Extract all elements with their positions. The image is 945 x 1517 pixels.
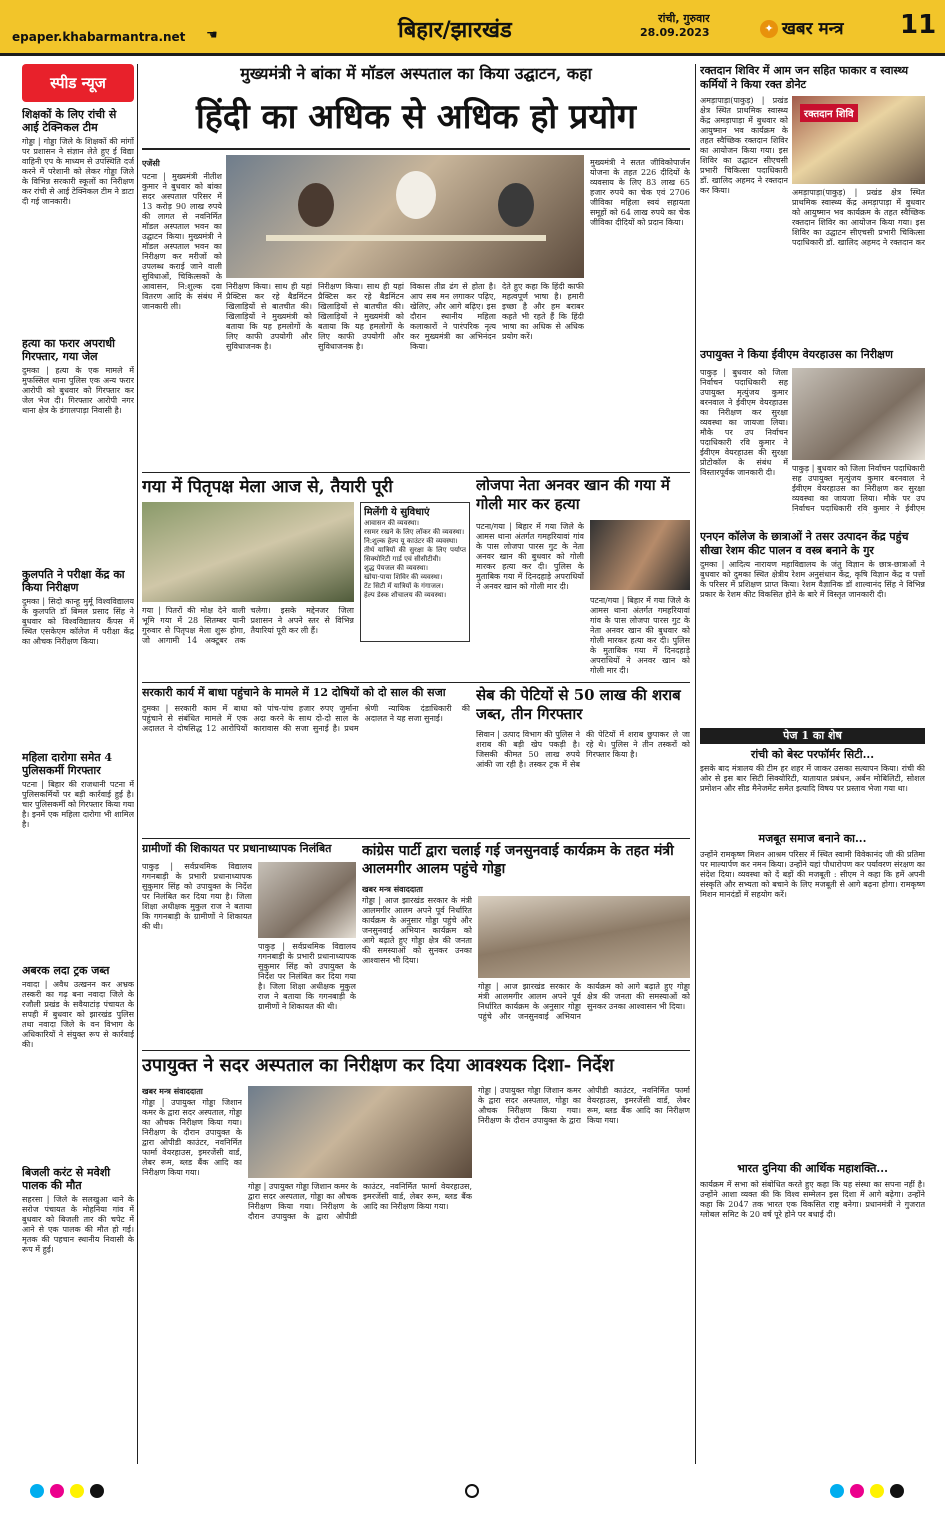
brief-body-5: नवादा | अवैध उत्खनन कर अभ्रक तस्करी का गढ़ बना नवादा जिले के रजौली प्रखंड के सवैयाटांड़ पंचायत के सपही में बुधवार को झारखंड पुलिस तथा नवादा जिले के वन विभाग के अधिकारियों ने संयुक्त रूप से कार्रवाई की। [22, 980, 134, 1049]
magenta-mark-icon [50, 1484, 64, 1498]
black-mark-icon [90, 1484, 104, 1498]
issue-date: 28.09.2023 [640, 26, 710, 39]
brief-title-1: शिक्षकों के लिए रांची से आई टेक्निकल टीम [22, 108, 117, 134]
lead-kicker: मुख्यमंत्री ने बांका में मॉडल अस्पताल का किया उद्घाटन, कहा [240, 64, 592, 83]
facilities-box [360, 502, 470, 642]
brief-title-5: अबरक लदा ट्रक जब्त [22, 964, 110, 977]
print-registration-strip [0, 1474, 945, 1517]
speed-news-column [22, 64, 134, 1464]
lead-body-4: देते हुए कहा कि हिंदी काफी महत्वपूर्ण भाषा है। हमारी इच्छा है और हम बराबर कहते भी रहते हैं कि हिंदी भाषा का अधिक से अधिक प्रयोग करें। [502, 282, 584, 341]
lead-body-2: निरीक्षण किया। साथ ही यहां प्रैक्टिस कर रहे बैडमिंटन खिलाड़ियों से बातचीत की। खिलाड़ियों ने मुख्यमंत्री को बताया कि यह हमलोगों के लिए काफी उपयोगी और सुविधाजनक है। [226, 282, 312, 351]
section-rule [142, 472, 690, 473]
facility-item: रसमर रखने के लिए लॉकर की व्यवस्था। [364, 528, 465, 536]
congress-headline: कांग्रेस पार्टी द्वारा चलाई गई जनसुनवाई कार्यक्रम के तहत मंत्री आलमगीर आलम पहुंचे गोड्डा [362, 843, 674, 877]
brief-title-4: महिला दारोगा समेत 4 पुलिसकर्मी गिरफ्तार [22, 751, 113, 777]
yellow-mark-icon [870, 1484, 884, 1498]
black-mark-icon [890, 1484, 904, 1498]
inspect-byline: खबर मन्त्र संवाददाता [142, 1086, 203, 1096]
congress-body-2: गोड्डा | आज झारखंड सरकार के मंत्री आलमगीर आलम अपने पूर्व निर्धारित कार्यक्रम के अनुसार गोड्डा पहुंचे और जनसुनवाई अभियान कार्यक्रम को आगे बढ़ाते हुए गोड्डा क्षेत्र की जनता की समस्याओं को सुनकर उनका आश्वासन भी दिया। [478, 982, 690, 1021]
silk-headline: एनएन कॉलेज के छात्राओं ने तसर उत्पादन केंद्र पहुंच सीखा रेशम कीट पालन व वस्त्र बनाने के गुर [700, 530, 909, 557]
column-divider [137, 64, 138, 1464]
ljp-headline: लोजपा नेता अनवर खान की गया में गोली मार कर हत्या [476, 476, 670, 513]
hm-body-2: पाकुड़ | सर्वप्रथमिक विद्यालय गगनबाड़ी के प्रभारी प्रधानाध्यापक सुकुमार सिंह को उपायुक्त के निर्देश पर निलंबित कर दिया गया है। जिला शिक्षा अधीक्षक मुकुल राज ने बताया कि गगनबाड़ी के ग्रामीणों ने शिकायत की थी। [258, 942, 356, 1011]
lead-headline: हिंदी का अधिक से अधिक हो प्रयोग [195, 97, 637, 137]
page-one-continued-label: पेज 1 का शेष [700, 728, 925, 744]
evm-headline: उपायुक्त ने किया ईवीएम वेयरहाउस का निरीक्षण [700, 348, 893, 361]
jump-title-3: भारत दुनिया की आर्थिक महाशक्ति... [737, 1162, 888, 1175]
jump-title-1: रांची को बेस्ट परफॉर्मर सिटी... [750, 748, 875, 761]
lead-photo-figure [226, 155, 584, 278]
section-rule [142, 682, 690, 683]
blood-photo [792, 96, 925, 184]
brand-name: खबर मन्त्र [782, 19, 844, 39]
yellow-mark-icon [70, 1484, 84, 1498]
inspect-body: गोड्डा | उपायुक्त गोड्डा जिशान कमर के द्वारा सदर अस्पताल, गोड्डा का औचक निरीक्षण किया गया। निरीक्षण के दौरान उपायुक्त के द्वारा ओपीडी काउंटर, नवनिर्मित फार्मा वेयरहाउस, इमरजेंसी वार्ड, लेबर रूम, ब्लड बैंक आदि का निरीक्षण किया गया। [142, 1098, 242, 1177]
hm-body: पाकुड़ | सर्वप्रथमिक विद्यालय गगनबाड़ी के प्रभारी प्रधानाध्यापक सुकुमार सिंह को उपायुक्त के निर्देश पर निलंबित कर दिया गया है। जिला शिक्षा अधीक्षक मुकुल राज ने बताया कि गगनबाड़ी के ग्रामीणों ने शिकायत की थी। [142, 862, 252, 931]
blood-body: अमड़ापाड़ा(पाकुड़) | प्रखंड क्षेत्र स्थित प्राथमिक स्वास्थ्य केंद्र अमड़ापाड़ा में बुधवार को आयुष्मान भव कार्यक्रम के तहत स्वैच्छिक रक्तदान शिविर का आयोजन किया गया। इस शिविर का उद्घाटन सीएचसी प्रभारी चिकित्सा पदाधिकारी डॉ. खालिद अहमद ने रक्तदान कर किया। [700, 96, 788, 195]
liquor-headline: सेब की पेटियों से 50 लाख की शराब जब्त, तीन गिरफ्तार [476, 686, 681, 723]
brief-body-1: गोड्डा | गोड्डा जिले के शिक्षकों की मांगों पर प्रशासन ने संज्ञान लेते हुए ई विद्या वाहिनी एप के माध्यम से उपस्थिति दर्ज करने में परेशानी को लेकर गोड्डा जिले के विभिन्न सरकारी स्कूलों का निरीक्षण कर रांची से आई टेक्निकल टीम ने डाटा दी गई जानकारी। [22, 137, 134, 206]
column-divider [695, 64, 696, 1464]
evm-body-2: पाकुड़ | बुधवार को जिला निर्वाचन पदाधिकारी सह उपायुक्त मृत्युंजय कुमार बरनवाल ने ईवीएम वेयरहाउस का निरीक्षण कर सुरक्षा व्यवस्था का जायजा लिया। मौके पर उप निर्वाचन पदाधिकारी रवि कुमार ने ईवीएम [792, 464, 925, 513]
cyan-mark-icon [30, 1484, 44, 1498]
facility-item: खोया-पाया शिविर की व्यवस्था। [364, 573, 443, 581]
liquor-body: सिवान | उत्पाद विभाग की पुलिस ने शराब की बड़ी खेप पकड़ी है। जिसकी कीमत 50 लाख रुपये आंकी जा रही है। तस्कर ट्रक में सेब की पेटियों में शराब छुपाकर ले जा रहे थे। पुलिस ने तीन तस्करों को गिरफ्तार किया है। [476, 730, 690, 769]
brief-body-2: दुमका | हत्या के एक मामले में मुफस्सिल थाना पुलिस एक अन्य फरार आरोपी को बुधवार को गिरफ्तार कर जेल भेज दी। गिरफ्तार आरोपी नगर थाना क्षेत्र के डंगालपाड़ा निवासी है। [22, 366, 134, 415]
pitru-headline: गया में पितृपक्ष मेला आज से, तैयारी पूरी [142, 477, 393, 497]
inspect-body-3: गोड्डा | उपायुक्त गोड्डा जिशान कमर के द्वारा सदर अस्पताल, गोड्डा का औचक निरीक्षण किया गया। निरीक्षण के दौरान उपायुक्त के द्वारा ओपीडी काउंटर, नवनिर्मित फार्मा वेयरहाउस, इमरजेंसी वार्ड, लेबर रूम, ब्लड बैंक आदि का निरीक्षण किया गया। [478, 1086, 690, 1125]
facility-item: टेंट सिटी में यात्रियों के गंगाजल। [364, 582, 444, 590]
inspect-headline: उपायुक्त ने सदर अस्पताल का निरीक्षण कर दिया आवश्यक दिशा- निर्देश [142, 1055, 614, 1076]
section-rule [142, 1050, 690, 1051]
brief-body-6: सहरसा | जिले के सलखुआ थाने के सरोज पंचायत के मोहनिया गांव में बुधवार को बिजली तार की चपेट में आने से एक पालक की मौत हो गई। मृतक की पहचान स्थानीय निवासी के रूप में हुई। [22, 1195, 134, 1254]
evm-body: पाकुड़ | बुधवार को जिला निर्वाचन पदाधिकारी सह उपायुक्त मृत्युंजय कुमार बरनवाल ने ईवीएम वेयरहाउस का निरीक्षण कर सुरक्षा व्यवस्था का जायजा लिया। मौके पर उप निर्वाचन पदाधिकारी रवि कुमार ने ईवीएम वेयरहाउस की सुरक्षा प्रोटोकॉल के संबंध में विस्तारपूर्वक जानकारी दी। [700, 368, 788, 477]
jump-body-1: इसके बाद मंत्रालय की टीम हर शहर में जाकर उसका सत्यापन किया। रांची की ओर से इस बार सिटी सिक्योरिटी, यातायात प्रबंधन, अर्बन मोबिलिटी, सोशल प्रमोशन और सीड मैनेजमेंट समेत इत्यादि विषय पर प्रस्ताव भेजा गया था। [700, 764, 925, 793]
strike-body: दुमका | सरकारी काम में बाधा पहुंचाने से संबंधित मामले में एक अदालत ने दोषसिद्ध 12 आरोपियों को पांच-पांच हजार रुपए जुर्माना अदा करने के साथ दो-दो साल के कारावास की सजा सुनाई है। प्रथम श्रेणी न्यायिक दंडाधिकारी की अदालत ने यह सजा सुनाई। [142, 704, 470, 733]
evm-photo [792, 368, 925, 460]
masthead [0, 0, 945, 56]
cyan-mark-icon [830, 1484, 844, 1498]
inspect-photo [248, 1086, 472, 1178]
dateline [640, 12, 710, 40]
ljp-body-2: पटना/गया | बिहार में गया जिले के आमस थाना अंतर्गत गमहरियावां गांव के पास लोजपा पारस गुट के नेता अनवर खान की बुधवार को गोली मारकर हत्या कर दी। पुलिस के मुताबिक गया में दिनदहाड़े अपराधियों ने अनवर खान को गोली मार दी। [590, 596, 690, 675]
hm-photo [258, 862, 356, 938]
speed-news-badge: स्पीड न्यूज [22, 64, 134, 102]
facility-item: हेल्प डेस्क शौचालय की व्यवस्था। [364, 591, 447, 599]
blood-body-2: अमड़ापाड़ा(पाकुड़) | प्रखंड क्षेत्र स्थित प्राथमिक स्वास्थ्य केंद्र अमड़ापाड़ा में बुधवार को आयुष्मान भव कार्यक्रम के तहत स्वैच्छिक रक्तदान शिविर का आयोजन किया गया। इस शिविर का उद्घाटन सीएचसी प्रभारी चिकित्सा पदाधिकारी डॉ. खालिद अहमद ने रक्तदान कर [792, 188, 925, 246]
page-number: 11 [900, 10, 937, 40]
ljp-photo [590, 520, 690, 590]
facility-item: नि:शुल्क हेल्प यू काउंटर की व्यवस्था। [364, 537, 458, 545]
inspect-body-2: गोड्डा | उपायुक्त गोड्डा जिशान कमर के द्वारा सदर अस्पताल, गोड्डा का औचक निरीक्षण किया गया। निरीक्षण के दौरान उपायुक्त के द्वारा ओपीडी काउंटर, नवनिर्मित फार्मा वेयरहाउस, इमरजेंसी वार्ड, लेबर रूम, ब्लड बैंक आदि का निरीक्षण किया गया। [248, 1182, 472, 1221]
facilities-title: मिलेंगी ये सुविधाएं [364, 507, 430, 518]
lead-body-3: विकास तीव्र ढंग से होता है। आप सब मन लगाकर पढ़िए, खेलिए, और आगे बढ़िए। इस दौरान स्थानीय महिला कलाकारों ने पारंपरिक नृत्य कर मुख्यमंत्री का अभिनंदन किया। [410, 282, 496, 351]
section-title: बिहार/झारखंड [398, 17, 512, 43]
pitru-body: गया | पितरों की मोक्ष देने वाली भूमि गया में 28 सितम्बर यानी गुरुवार से पितृपक्ष मेला शुरू होगा, जो आगामी 14 अक्टूबर तक चलेगा। इसके मद्देनजर जिला प्रशासन ने अपने स्तर से विभिन्न तैयारियां पूरी कर ली हैं। [142, 606, 354, 645]
facility-item: आवासन की व्यवस्था। [364, 519, 419, 527]
ljp-body: पटना/गया | बिहार में गया जिले के आमस थाना अंतर्गत गमहरियावां गांव के पास लोजपा पारस गुट के नेता अनवर खान की बुधवार को गोली मारकर हत्या कर दी। पुलिस के मुताबिक गया में दिनदहाड़े अपराधियों ने अनवर खान को गोली मार दी। [476, 522, 584, 591]
magenta-mark-icon [850, 1484, 864, 1498]
brief-title-3: कुलपति ने परीक्षा केंद्र का किया निरीक्षण [22, 568, 125, 594]
congress-body: गोड्डा | आज झारखंड सरकार के मंत्री आलमगीर आलम अपने पूर्व निर्धारित कार्यक्रम के अनुसार गोड्डा पहुंचे और जनसुनवाई अभियान कार्यक्रम को आगे बढ़ाते हुए गोड्डा क्षेत्र की जनता की समस्याओं को सुनकर उनका आश्वासन भी दिया। [362, 896, 472, 965]
city-day: रांची, गुरुवार [658, 12, 710, 25]
brand-logo [760, 16, 844, 39]
pitru-photo [142, 502, 354, 602]
site-url[interactable]: epaper.khabarmantra.net [12, 30, 186, 44]
congress-photo [478, 896, 690, 978]
congress-byline: खबर मन्त्र संवाददाता [362, 884, 423, 894]
lead-body-2b: निरीक्षण किया। साथ ही यहां प्रैक्टिस कर रहे बैडमिंटन खिलाड़ियों से बातचीत की। खिलाड़ियों ने मुख्यमंत्री को बताया कि यह हमलोगों के लिए काफी उपयोगी और सुविधाजनक है। [318, 282, 404, 351]
jump-body-3: कार्यक्रम में सभा को संबोधित करते हुए कहा कि यह संस्था का सपना नहीं है। उन्होंने आशा व्यक्त की कि विश्व सम्मेलन इस दिशा में आगे बढ़ेगा। उन्होंने कहा कि 2047 तक भारत एक विकसित राष्ट्र बनेगा। प्रधानमंत्री ने गुजरात ग्लोबल समिट के 20 वर्ष पूरे होने पर बधाई दी। [700, 1180, 925, 1219]
hm-headline: ग्रामीणों की शिकायत पर प्रधानाध्यापक निलंबित [142, 842, 332, 855]
lead-body-5: मुख्यमंत्री ने सतत जीविकोपार्जन योजना के तहत 226 दीदियों के व्यवसाय के लिए 83 लाख 65 हजार रुपये का चेक एवं 2706 जीविका महिला स्वयं सहायता समूहों को 64 लाख रुपये का चेक जीविका दीदियों को प्रदान किया। [590, 158, 690, 227]
section-rule [142, 838, 690, 839]
cursor-icon: ☚ [206, 28, 218, 43]
jump-body-2: उन्होंने रामकृष्ण मिशन आश्रम परिसर में स्थित स्वामी विवेकानंद जी की प्रतिमा पर माल्यार्पण कर नमन किया। उन्होंने यहां पौधारोपण कर पर्यावरण संरक्षण का संदेश दिया। व्यवस्था को दें बड़ों की मजबूती : सीएम ने कहा कि हमें अपनी संस्कृति और सभ्यता को बचाने के लिए मजबूती से आगे बढ़ना होगा। रामकृष्ण मिशन मानदंडों में सहयोग करें। [700, 850, 925, 899]
brief-title-6: बिजली करंट से मवेशी पालक की मौत [22, 1166, 111, 1192]
facility-item: शुद्ध पेयजल की व्यवस्था। [364, 564, 429, 572]
brief-body-4: पटना | बिहार की राजधानी पटना में पुलिसकर्मियों पर बड़ी कार्रवाई हुई है। चार पुलिसकर्मी को गिरफ्तार किया गया है। इनमें एक महिला दारोगा भी शामिल है। [22, 780, 134, 829]
registration-target-icon [465, 1484, 479, 1498]
lead-photo [226, 155, 584, 278]
lead-byline: एजेंसी [142, 158, 160, 168]
lead-rule [142, 148, 690, 150]
blood-banner: रक्तदान शिवि [800, 104, 858, 122]
brief-title-2: हत्या का फरार अपराधी गिरफ्तार, गया जेल [22, 337, 115, 363]
jump-title-2: मजबूत समाज बनाने का... [758, 832, 867, 845]
lead-body-1: पटना | मुख्यमंत्री नीतीश कुमार ने बुधवार को बांका सदर अस्पताल परिसर में 13 करोड़ 90 लाख रुपये की लागत से नवनिर्मित मॉडल अस्पताल भवन का उद्घाटन किया। मुख्यमंत्री ने मॉडल अस्पताल भवन का निरीक्षण कर मरीजों को उपलब्ध कराई जाने वाली सुविधाओं, चिकित्सकों के आवासन, नि:शुल्क दवा वितरण आदि के संबंध में जानकारी ली। [142, 172, 222, 311]
strike-headline: सरकारी कार्य में बाधा पहुंचाने के मामले में 12 दोषियों को दो साल की सजा [142, 686, 446, 699]
brand-mark-icon: ✦ [760, 20, 778, 38]
blood-headline: रक्तदान शिविर में आम जन सहित फाकार व स्वास्थ्य कर्मियों ने किया रक्त डोनेट [700, 64, 909, 91]
silk-body: दुमका | आदित्य नारायण महाविद्यालय के जंतु विज्ञान के छात्र-छात्राओं ने बुधवार को दुमका स्थित क्षेत्रीय रेशम अनुसंधान केंद्र, कृषि विज्ञान केंद्र व पत्तों के परिसर में प्रशिक्षण प्राप्त किया। रेशम वैज्ञानिक डॉ शाल्वानंद सिंह ने विभिन्न प्रकार के रेशम कीट विकसित होने के बारे में विस्तृत जानकारी दी। [700, 560, 925, 599]
brief-body-3: दुमका | सिदो कान्हू मुर्मू विश्वविद्यालय के कुलपति डॉ बिमल प्रसाद सिंह ने बुधवार को विश्वविद्यालय कैंपस में स्थित एसकेएम कॉलेज में परीक्षा केंद्र का औचक निरीक्षण किया। [22, 597, 134, 646]
facility-item: तीर्थ यात्रियों की सुरक्षा के लिए पर्याप्त सिक्योरिटी गार्ड एवं सीसीटीवी। [364, 546, 466, 563]
